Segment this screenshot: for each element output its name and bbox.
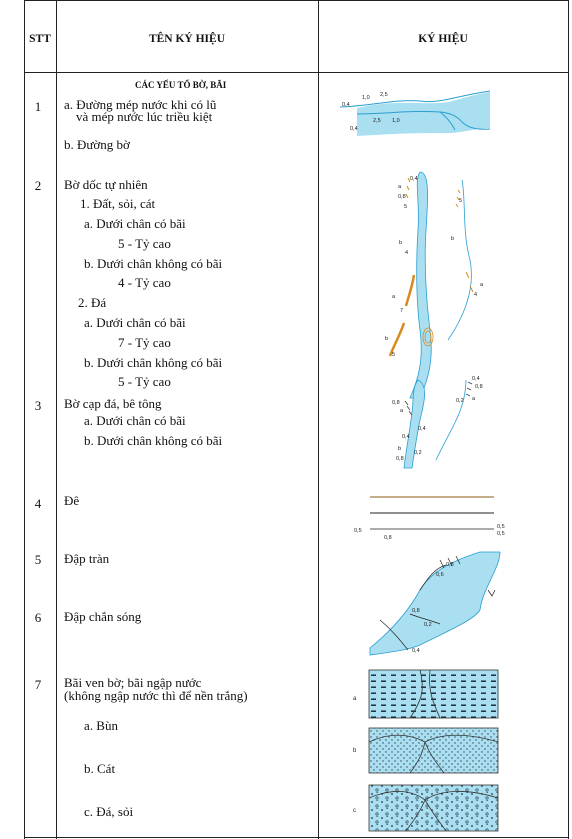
svg-text:a: a xyxy=(398,184,402,190)
svg-text:0,4: 0,4 xyxy=(342,102,350,108)
row-2-line-3: 5 - Tỷ cao xyxy=(118,236,171,251)
svg-text:0,6: 0,6 xyxy=(436,572,444,578)
table-border-left xyxy=(24,0,25,839)
svg-text:0,4: 0,4 xyxy=(350,126,358,132)
svg-text:b: b xyxy=(399,240,403,246)
row-2-line-9: b. Dưới chân không có bãi xyxy=(84,355,223,370)
svg-text:a: a xyxy=(392,294,396,300)
row-7-line-3: b. Cát xyxy=(84,761,116,776)
row-3-line-2: b. Dưới chân không có bãi xyxy=(84,433,223,448)
svg-text:0,8: 0,8 xyxy=(396,456,404,462)
row-7-number: 7 xyxy=(34,677,42,692)
svg-text:b: b xyxy=(385,336,389,342)
row-5-line-0: Đập tràn xyxy=(64,551,110,566)
row-2-line-7: a. Dưới chân có bãi xyxy=(84,315,186,330)
header-symbol-name: TÊN KÝ HIỆU xyxy=(148,33,226,45)
dike-symbol xyxy=(354,497,505,541)
svg-text:0,8: 0,8 xyxy=(475,384,483,390)
section-title: CÁC YẾU TỐ BỜ, BÃI xyxy=(135,80,227,90)
row-2-line-10: 5 - Tỷ cao xyxy=(118,374,171,389)
row-3-line-0: Bờ cạp đá, bê tông xyxy=(64,396,162,411)
svg-text:0,2: 0,2 xyxy=(414,450,422,456)
svg-text:b: b xyxy=(398,446,402,452)
natural-slope-symbol xyxy=(385,172,484,398)
svg-text:0,2: 0,2 xyxy=(456,398,464,404)
svg-text:0,4: 0,4 xyxy=(472,376,480,382)
row-7-line-0: Bãi ven bờ; bãi ngập nước xyxy=(64,675,202,690)
tidal-flat-symbols xyxy=(353,670,498,831)
shoreline-symbol xyxy=(340,91,490,136)
svg-text:0,8: 0,8 xyxy=(446,562,454,568)
svg-text:0,2: 0,2 xyxy=(424,622,432,628)
row-2-line-1: 1. Đất, sỏi, cát xyxy=(80,196,156,211)
row-2-line-4: b. Dưới chân không có bãi xyxy=(84,256,223,271)
row-1-line-b: b. Đường bờ xyxy=(64,137,130,152)
header-symbol: KÝ HIỆU xyxy=(418,33,468,45)
row-2-line-5: 4 - Tỷ cao xyxy=(118,275,171,290)
svg-text:0,8: 0,8 xyxy=(412,608,420,614)
svg-text:0,8: 0,8 xyxy=(384,535,392,541)
svg-text:0,5: 0,5 xyxy=(497,524,505,530)
row-7-line-2: a. Bùn xyxy=(84,718,118,733)
svg-text:b: b xyxy=(451,236,455,242)
row-1-line-a2: và mép nước lúc triều kiệt xyxy=(76,109,213,124)
row-7-line-1: (không ngập nước thì để nền trắng) xyxy=(64,688,248,703)
svg-text:5: 5 xyxy=(392,352,396,358)
table-divider-stt xyxy=(56,0,57,839)
svg-text:5: 5 xyxy=(404,204,408,210)
svg-text:4: 4 xyxy=(405,250,409,256)
svg-text:1,0: 1,0 xyxy=(362,95,370,101)
row-3-number: 3 xyxy=(34,398,42,413)
svg-text:0,8: 0,8 xyxy=(398,194,406,200)
svg-text:2,5: 2,5 xyxy=(380,92,388,98)
svg-text:a: a xyxy=(353,696,357,702)
svg-text:0,4: 0,4 xyxy=(410,176,418,182)
row-3-line-1: a. Dưới chân có bãi xyxy=(84,413,186,428)
svg-text:1,0: 1,0 xyxy=(392,118,400,124)
row-4-line-0: Đê xyxy=(64,493,80,508)
svg-text:7: 7 xyxy=(400,308,404,314)
svg-text:0,5: 0,5 xyxy=(354,528,362,534)
row-6-line-0: Đập chắn sóng xyxy=(64,609,142,624)
svg-text:a: a xyxy=(480,282,484,288)
spillway-breakwater-symbol xyxy=(370,552,500,655)
row-2-number: 2 xyxy=(34,178,42,193)
svg-text:4: 4 xyxy=(474,292,478,298)
row-2-line-6: 2. Đá xyxy=(78,295,107,310)
svg-text:0,5: 0,5 xyxy=(497,531,505,537)
row-2-line-8: 7 - Tỷ cao xyxy=(118,335,171,350)
header-stt: STT xyxy=(29,33,51,45)
row-7-line-4: c. Đá, sỏi xyxy=(84,804,134,819)
svg-text:0,4: 0,4 xyxy=(412,648,420,654)
svg-text:a: a xyxy=(472,396,476,402)
svg-text:0,8: 0,8 xyxy=(392,400,400,406)
row-4-number: 4 xyxy=(34,496,42,511)
row-1-line-a: a. Đường mép nước khi có lũ xyxy=(64,97,217,112)
row-6-number: 6 xyxy=(34,610,42,625)
row-2-line-0: Bờ dốc tự nhiên xyxy=(64,177,148,192)
row-2-line-2: a. Dưới chân có bãi xyxy=(84,216,186,231)
svg-text:a: a xyxy=(400,408,404,414)
symbol-drawings xyxy=(319,0,569,839)
svg-text:c: c xyxy=(353,808,356,814)
svg-text:b: b xyxy=(353,748,357,754)
svg-text:0,4: 0,4 xyxy=(418,426,426,432)
svg-text:2,5: 2,5 xyxy=(373,118,381,124)
row-5-number: 5 xyxy=(34,552,42,567)
svg-text:5: 5 xyxy=(459,198,463,204)
stone-bank-symbol xyxy=(392,376,483,468)
svg-text:0,4: 0,4 xyxy=(402,434,410,440)
row-1-number: 1 xyxy=(34,99,42,114)
